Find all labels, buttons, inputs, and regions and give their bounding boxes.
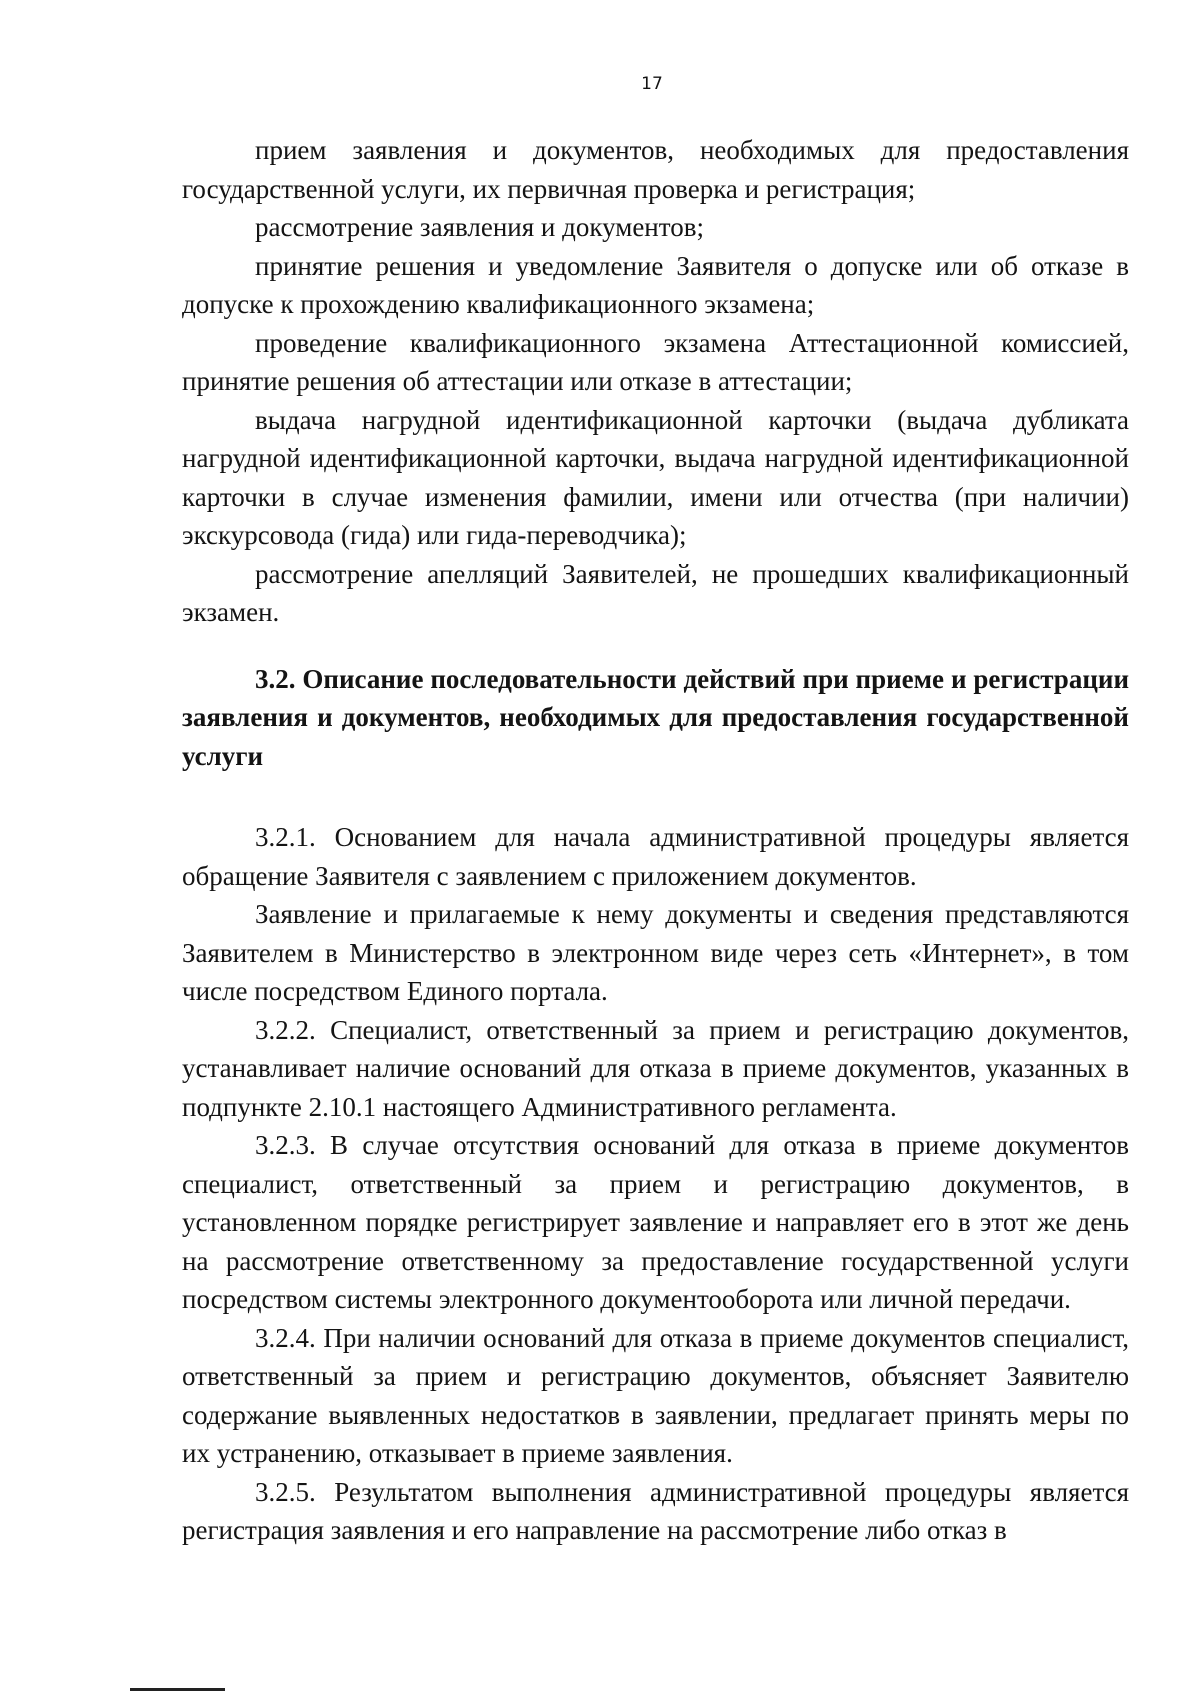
paragraph: 3.2.1. Основанием для начала административной процедуры является обращение Заявителя с заявлением с приложением документов. [182,822,1129,891]
document-body [182,131,1129,1550]
paragraph: проведение квалификационного экзамена Аттестационной комиссией, принятие решения об аттестации или отказе в аттестации; [182,327,1129,396]
scan-edge-mark [130,1688,225,1691]
paragraph: выдача нагрудной идентификационной карточки (выдача дубликата нагрудной идентификационной карточки, выдача нагрудной идентификационной карточки в случае изменения фамилии, имени или отчества (при наличии) экскурсовода (гида) или гида-переводчика); [182,404,1129,550]
section-heading: 3.2. Описание последовательности действий при приеме и регистрации заявления и документов, необходимых для предоставления государственной услуги [182,663,1129,771]
paragraph: прием заявления и документов, необходимых для предоставления государственной услуги, их первичная проверка и регистрация; [182,135,1129,204]
paragraph: рассмотрение апелляций Заявителей, не прошедших квалификационный экзамен. [182,558,1129,627]
paragraph: 3.2.4. При наличии оснований для отказа в приеме документов специалист, ответственный за прием и регистрацию документов, объясняет Заявителю содержание выявленных недостатков в заявлении, предлагает принять меры по их устранению, отказывает в приеме заявления. [182,1322,1129,1468]
paragraph: рассмотрение заявления и документов; [255,212,704,242]
paragraph: 3.2.5. Результатом выполнения административной процедуры является регистрация заявления и его направление на рассмотрение либо отказ в [182,1476,1129,1545]
paragraph: 3.2.2. Специалист, ответственный за прием и регистрацию документов, устанавливает наличие оснований для отказа в приеме документов, указанных в подпункте 2.10.1 настоящего Административного регламента. [182,1014,1129,1122]
paragraph: принятие решения и уведомление Заявителя о допуске или об отказе в допуске к прохождению квалификационного экзамена; [182,250,1129,319]
paragraph: 3.2.3. В случае отсутствия оснований для отказа в приеме документов специалист, ответственный за прием и регистрацию документов, в установленном порядке регистрирует заявление и направляет его в этот же день на рассмотрение ответственному за предоставление государственной услуги посредством системы электронного документооборота или личной передачи. [182,1130,1129,1314]
paragraph: Заявление и прилагаемые к нему документы и сведения представляются Заявителем в Министерство в электронном виде через сеть «Интернет», в том числе посредством Единого портала. [182,899,1129,1006]
page-number: 17 [641,74,663,94]
